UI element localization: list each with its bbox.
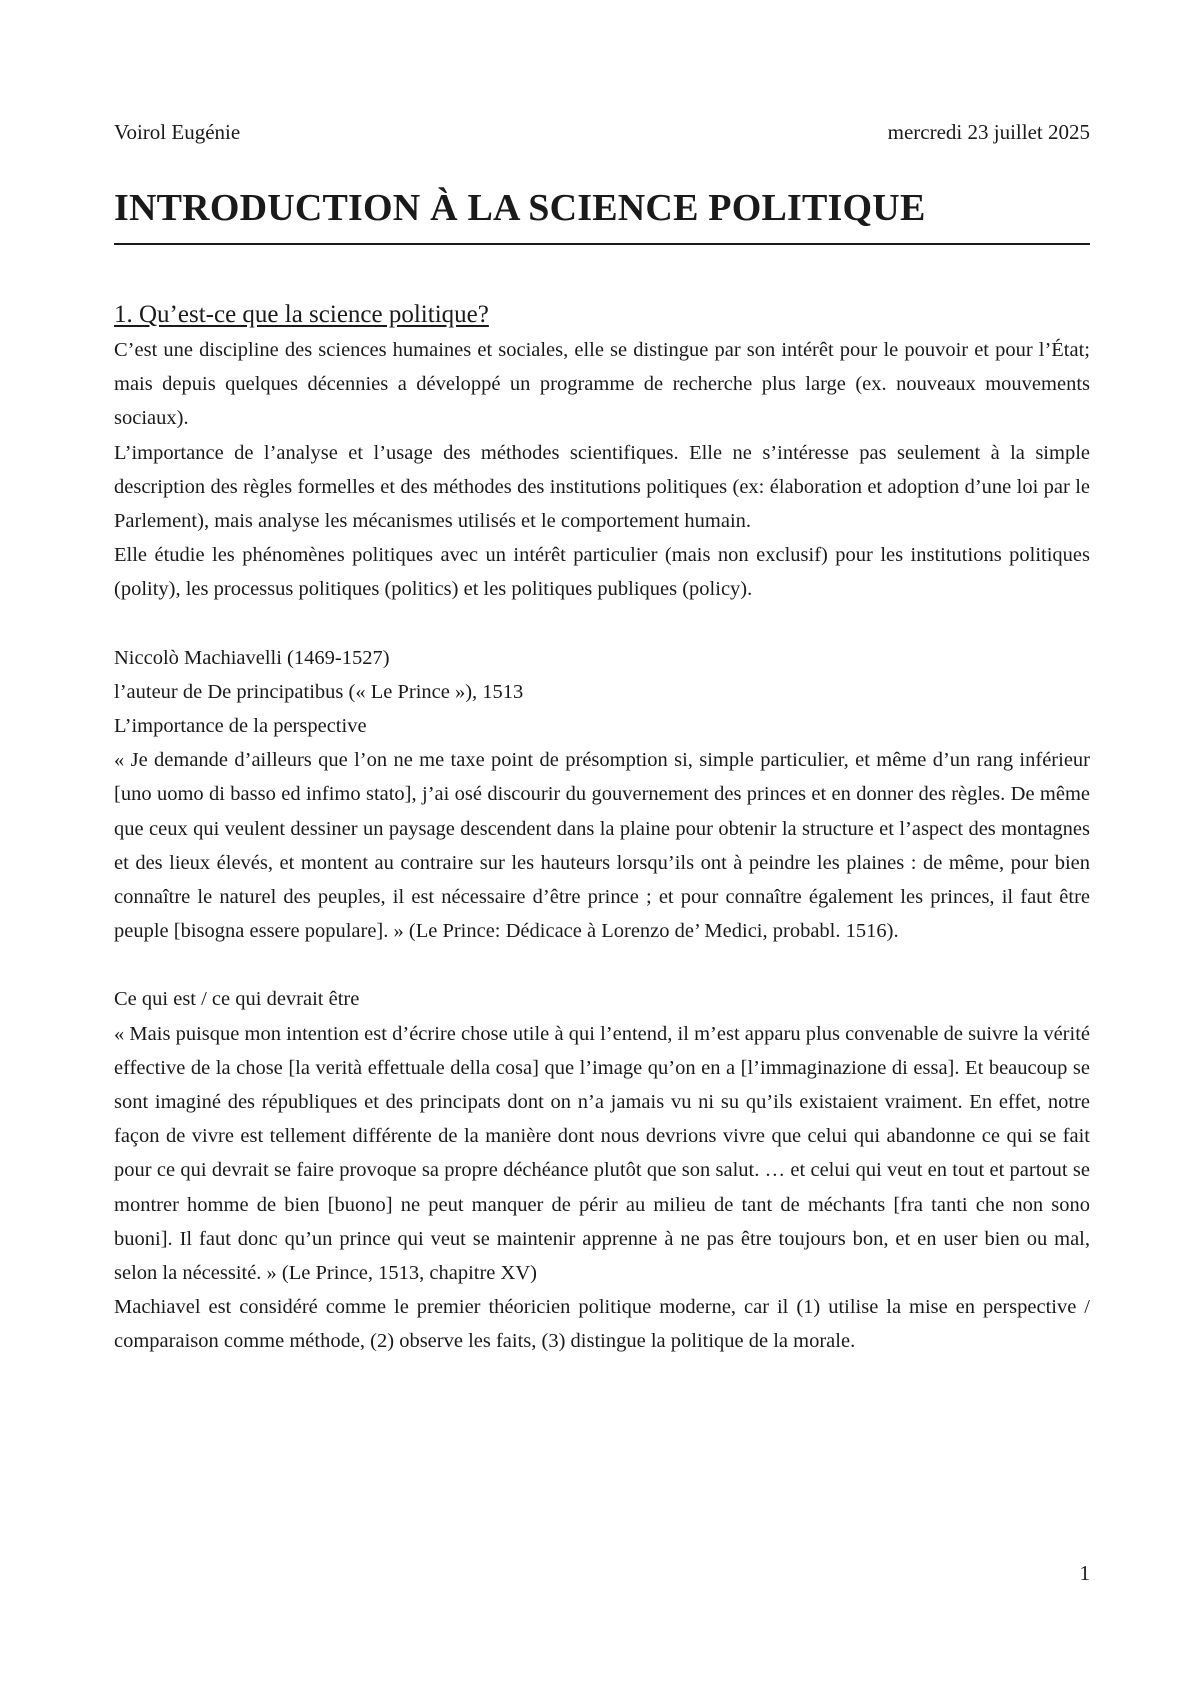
quote-dedication: « Je demande d’ailleurs que l’on ne me taxe point de présomption si, simple particulier, et même d’un rang inférieur [uno uomo di basso ed infimo stato], j’ai osé discourir du gouvernement des princes et en donner des règles. De même que ceux qui veulent dessiner un paysage descendent dans la plaine pour obtenir la structure et l’aspect des montagnes et des lieux élevés, et montent au contraire sur les hauteurs lorsqu’ils ont à peindre les plaines : de même, pour bien connaître le naturel des peuples, il est nécessaire d’être prince ; et pour connaître également les princes, il faut être peuple [bisogna essere populare]. » (Le Prince: Dédicace à Lorenzo de’ Medici, probabl. 1516).	[114, 749, 1090, 943]
author-name: Voirol Eugénie	[114, 120, 241, 144]
document-page	[114, 0, 1090, 1696]
spacer	[114, 948, 1090, 982]
is-ought-heading: Ce qui est / ce qui devrait être	[114, 988, 360, 1011]
paragraph-conclusion: Machiavel est considéré comme le premier théoricien politique moderne, car il (1) utilise la mise en perspective / comparaison comme méthode, (2) observe les faits, (3) distingue la politique de la morale.	[114, 1296, 1090, 1353]
page-number: 1	[1079, 1561, 1090, 1585]
paragraph-phenomena: Elle étudie les phénomènes politiques avec un intérêt particulier (mais non exclusif) pour les institutions politiques (polity), les processus politiques (politics) et les politiques publiques (policy).	[114, 544, 1090, 601]
machiavelli-name: Niccolò Machiavelli (1469-1527)	[114, 646, 390, 669]
spacer	[114, 607, 1090, 641]
page-header	[114, 119, 1090, 145]
machiavelli-work: l’auteur de De principatibus (« Le Prince »), 1513	[114, 680, 524, 703]
perspective-heading: L’importance de la perspective	[114, 715, 367, 738]
section-heading: 1. Qu’est-ce que la science politique?	[114, 301, 489, 328]
paragraph-methods: L’importance de l’analyse et l’usage des méthodes scientifiques. Elle ne s’intéresse pas seulement à la simple description des règles formelles et des méthodes des institutions politiques (ex: élaboration et adoption d’une loi par le Parlement), mais analyse les mécanismes utilisés et le comportement humain.	[114, 441, 1090, 533]
paragraph-definition: C’est une discipline des sciences humaines et sociales, elle se distingue par son intérêt pour le pouvoir et pour l’État; mais depuis quelques décennies a développé un programme de recherche plus large (ex. nouveaux mouvements sociaux).	[114, 339, 1090, 430]
title-block	[114, 185, 1090, 245]
document-title: INTRODUCTION À LA SCIENCE POLITIQUE	[114, 187, 926, 229]
document-body	[114, 297, 1090, 1359]
quote-chapter-xv: « Mais puisque mon intention est d’écrire chose utile à qui l’entend, il m’est apparu plus convenable de suivre la vérité effective de la chose [la verità effettuale della cosa] que l’image qu’on en a [l’immaginazione di essa]. Et beaucoup se sont imaginé des républiques et des principats dont on n’a jamais vu ni su qu’ils existaient vraiment. En effet, notre façon de vivre est tellement différente de la manière dont nous devrions vivre que celui qui abandonne ce qui se fait pour ce qui devrait se faire provoque sa propre déchéance plutôt que son salut. … et celui qui veut en tout et partout se montrer homme de bien [buono] ne peut manquer de périr au milieu de tant de méchants [fra tanti che non sono buoni]. Il faut donc qu’un prince qui veut se maintenir apprenne à ne pas être toujours bon, et en user bien ou mal, selon la nécessité. » (Le Prince, 1513, chapitre XV)	[114, 1022, 1090, 1285]
header-date: mercredi 23 juillet 2025	[887, 120, 1090, 144]
